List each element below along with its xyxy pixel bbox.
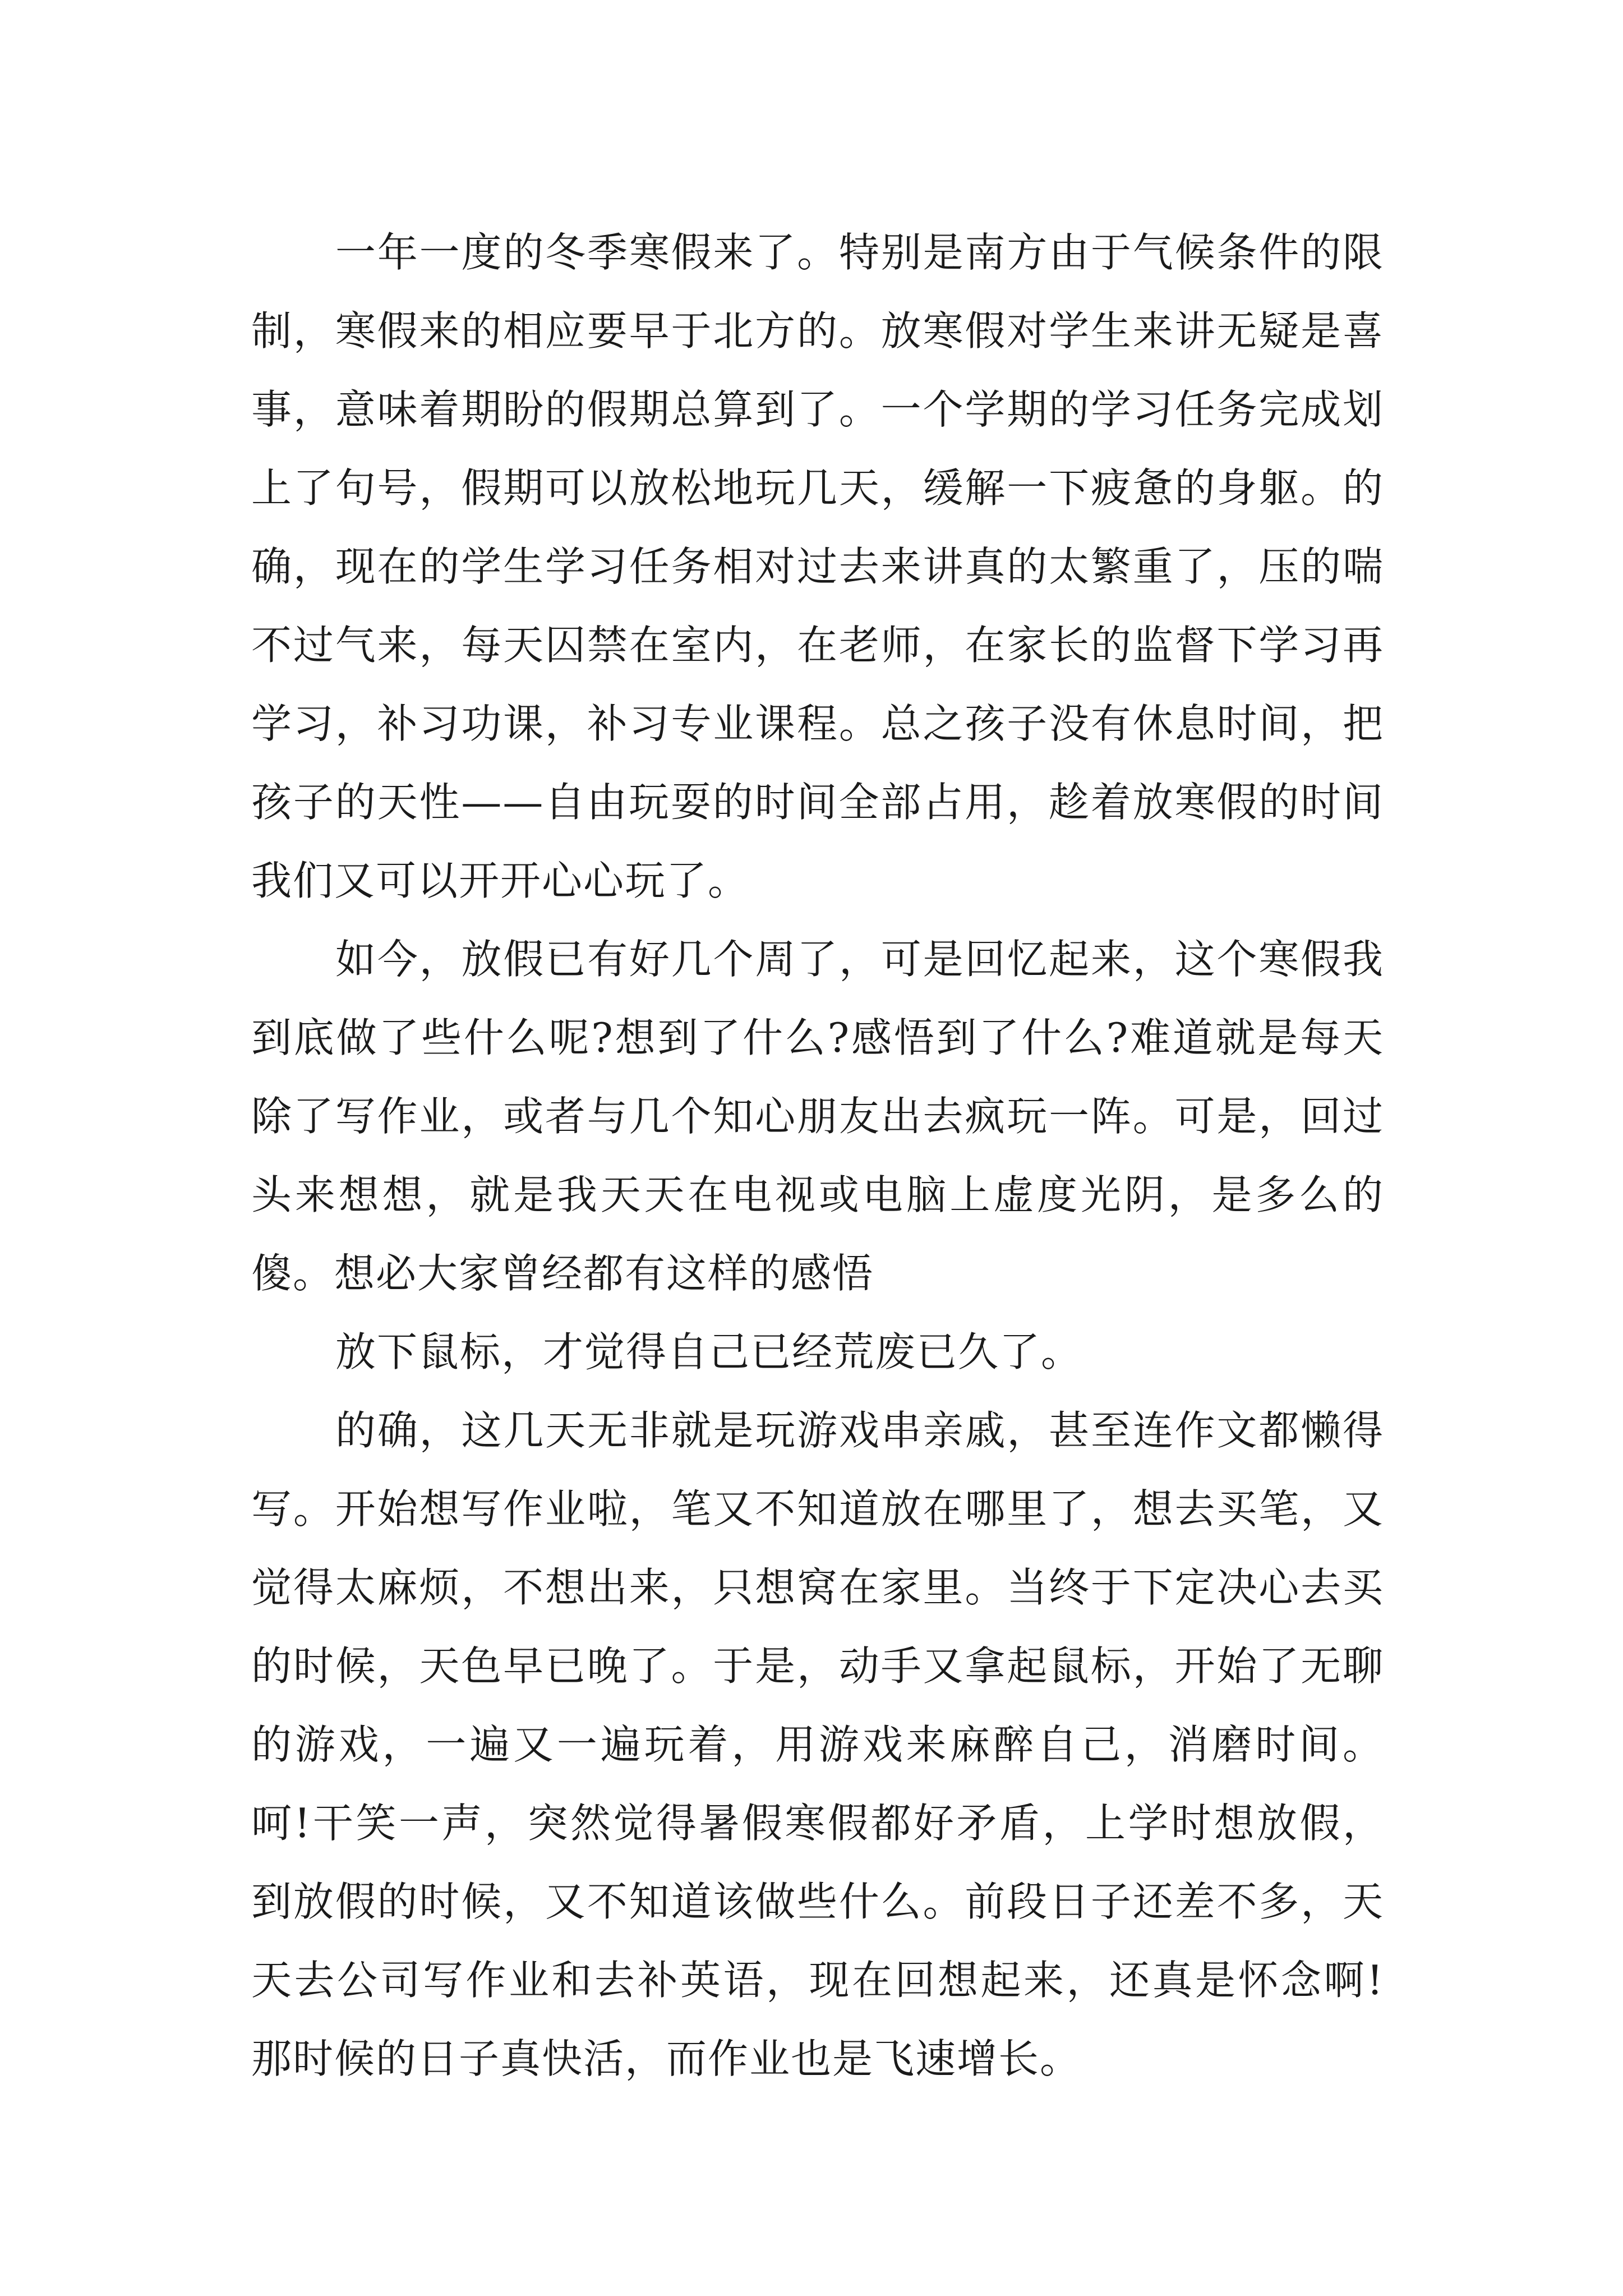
paragraph-3: 放下鼠标，才觉得自己已经荒废已久了。 (335, 1328, 1083, 1375)
document-body (251, 213, 1384, 2098)
paragraph-2: 如今，放假已有好几个周了，可是回忆起来，这个寒假我到底做了些什么呢?想到了什么?感悟到了什么?难道就是每天除了写作业，或者与几个知心朋友出去疯玩一阵。可是，回过头来想想，就是我天天在电视或电脑上虚度光阴，是多么的傻。想必大家曾经都有这样的感悟 (251, 936, 1384, 1297)
paragraph-4: 的确，这几天无非就是玩游戏串亲戚，甚至连作文都懒得写。开始想写作业啦，笔又不知道放在哪里了，想去买笔，又觉得太麻烦，不想出来，只想窝在家里。当终于下定决心去买的时候，天色早已晚了。于是，动手又拿起鼠标，开始了无聊的游戏，一遍又一遍玩着，用游戏来麻醉自己，消磨时间。呵!干笑一声，突然觉得暑假寒假都好矛盾，上学时想放假，到放假的时候，又不知道该做些什么。前段日子还差不多，天天去公司写作业和去补英语，现在回想起来，还真是怀念啊!那时候的日子真快活，而作业也是飞速增长。 (251, 1407, 1384, 2082)
paragraph-1: 一年一度的冬季寒假来了。特别是南方由于气候条件的限制，寒假来的相应要早于北方的。放寒假对学生来讲无疑是喜事，意味着期盼的假期总算到了。一个学期的学习任务完成划上了句号，假期可以放松地玩几天，缓解一下疲惫的身躯。的确，现在的学生学习任务相对过去来讲真的太繁重了，压的喘不过气来，每天囚禁在室内，在老师，在家长的监督下学习再学习，补习功课，补习专业课程。总之孩子没有休息时间，把孩子的天性——自由玩耍的时间全部占用，趁着放寒假的时间我们又可以开开心心玩了。 (251, 229, 1384, 904)
